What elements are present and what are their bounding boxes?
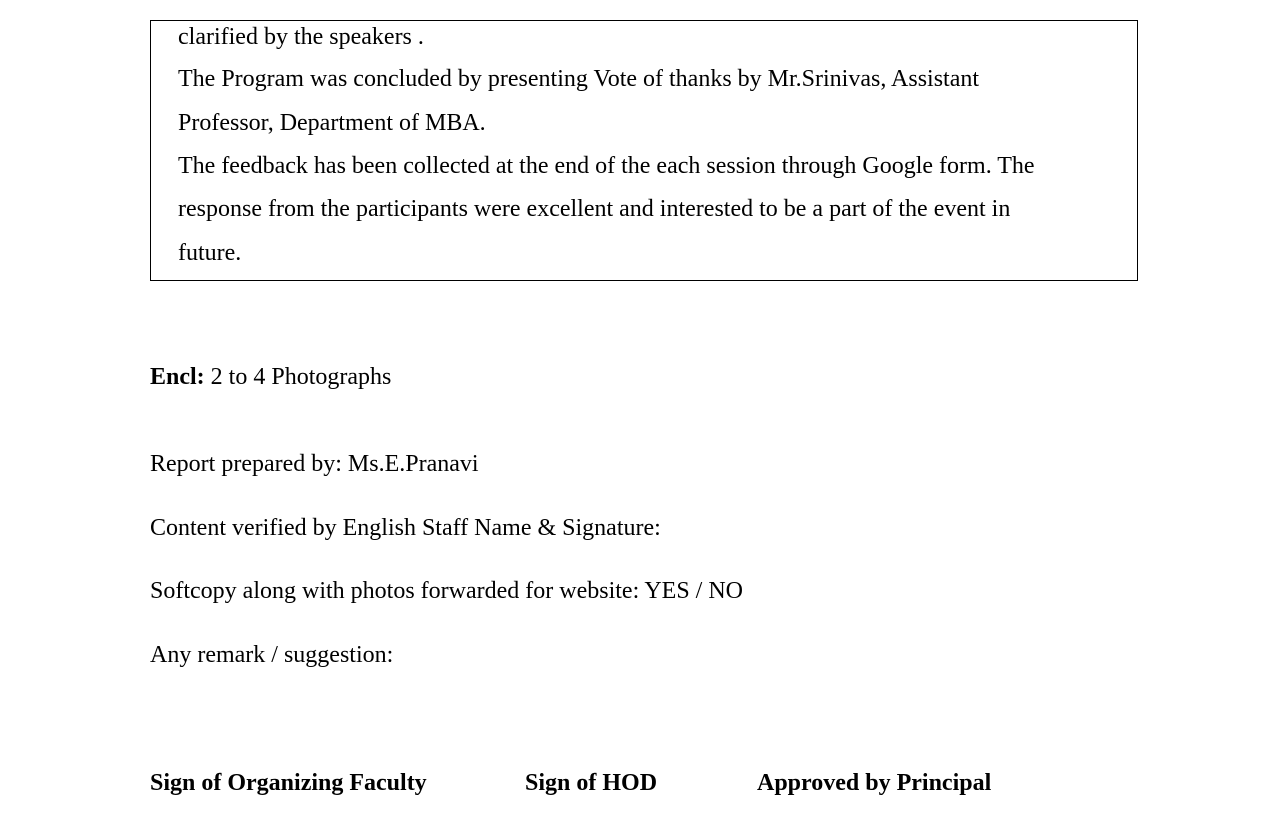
softcopy-forwarded-field: Softcopy along with photos forwarded for website: YES / NO [150,578,744,604]
summary-line: clarified by the speakers . [178,24,424,50]
summary-line: The Program was concluded by presenting Vote of thanks by Mr.Srinivas, Assistant [178,66,980,92]
sign-organizing-faculty: Sign of Organizing Faculty [150,770,427,796]
summary-line: response from the participants were excellent and interested to be a part of the event in [178,196,1011,222]
enclosure-line [150,362,391,392]
sign-hod: Sign of HOD [525,770,658,796]
sign-principal: Approved by Principal [757,770,992,796]
summary-line: The feedback has been collected at the end of the each session through Google form. The [178,153,1035,179]
summary-line: future. [178,240,242,266]
enclosure-label: Encl: [150,364,205,390]
enclosure-value: 2 to 4 Photographs [204,364,392,390]
remark-field: Any remark / suggestion: [150,642,394,668]
event-summary-box [150,20,1138,281]
report-prepared-by: Report prepared by: Ms.E.Pranavi [150,451,479,477]
summary-line: Professor, Department of MBA. [178,110,486,136]
content-verified-field: Content verified by English Staff Name & Signature: [150,515,661,541]
